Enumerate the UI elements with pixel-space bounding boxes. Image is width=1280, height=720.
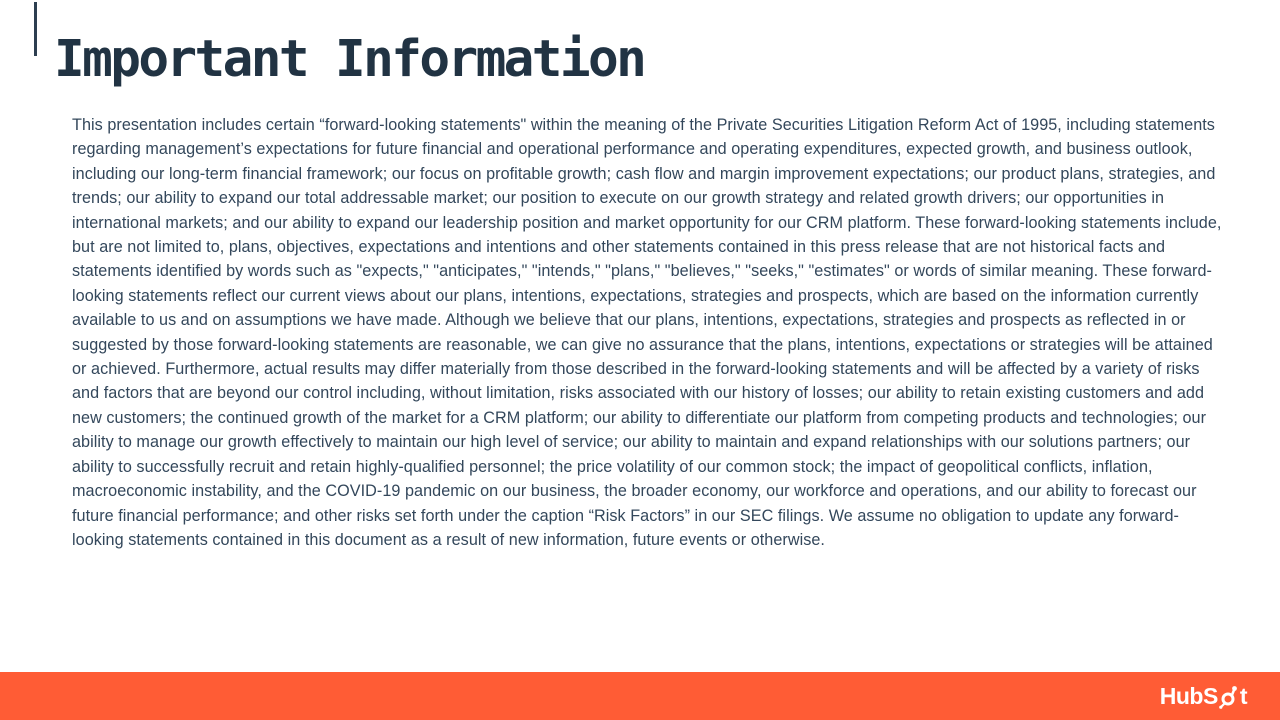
title-accent-bar: [34, 2, 37, 56]
footer-bar: [0, 672, 1280, 720]
sprocket-icon: [1219, 685, 1239, 709]
slide-title: Important Information: [54, 30, 645, 89]
logo-text-prefix: HubS: [1159, 682, 1218, 709]
hubspot-logo: [1160, 682, 1247, 710]
logo-text-suffix: t: [1239, 682, 1247, 709]
disclaimer-body: This presentation includes certain “forward-looking statements" within the meaning of the Private Securities Litigation Reform Act of 1995, including statements regarding management’s expectations for future financial and operational performance and operating expenditures, expected growth, and business outlook, including our long-term financial framework; our focus on profitable growth; cash flow and margin improvement expectations; our product plans, strategies, and trends; our ability to expand our total addressable market; our position to execute on our growth strategy and related growth drivers; our opportunities in international markets; and our ability to expand our leadership position and market opportunity for our CRM platform. These forward-looking statements include, but are not limited to, plans, objectives, expectations and intentions and other statements contained in this press release that are not historical facts and statements identified by words such as "expects," "anticipates," "intends," "plans," "believes," "seeks," "estimates" or words of similar meaning. These forward-looking statements reflect our current views about our plans, intentions, expectations, strategies and prospects, which are based on the information currently available to us and on assumptions we have made. Although we believe that our plans, intentions, expectations, strategies and prospects as reflected in or suggested by those forward-looking statements are reasonable, we can give no assurance that the plans, intentions, expectations or strategies will be attained or achieved. Furthermore, actual results may differ materially from those described in the forward-looking statements and will be affected by a variety of risks and factors that are beyond our control including, without limitation, risks associated with our history of losses; our ability to retain existing customers and add new customers; the continued growth of the market for a CRM platform; our ability to differentiate our platform from competing products and technologies; our ability to manage our growth effectively to maintain our high level of service; our ability to maintain and expand relationships with our solutions partners; our ability to successfully recruit and retain highly-qualified personnel; the price volatility of our common stock; the impact of geopolitical conflicts, inflation, macroeconomic instability, and the COVID-19 pandemic on our business, the broader economy, our workforce and operations, and our ability to forecast our future financial performance; and other risks set forth under the caption “Risk Factors” in our SEC filings. We assume no obligation to update any forward-looking statements contained in this document as a result of new information, future events or otherwise.: [72, 116, 1222, 549]
